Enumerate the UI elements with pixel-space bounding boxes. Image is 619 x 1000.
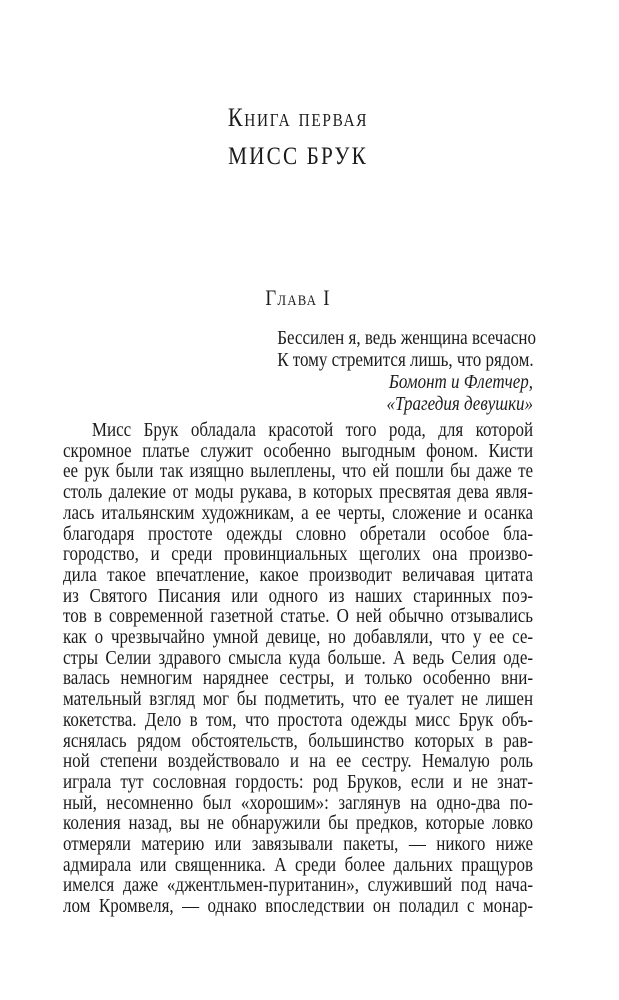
epigraph: [277, 327, 537, 415]
body-line: ной степени воздействовало и на ее сестру. Немалую роль: [63, 750, 534, 773]
body-line: имелся даже «джентльмен-пуританин», служивший под нача-: [63, 874, 534, 897]
body-line: мательный взгляд мог бы подметить, что ее туалет не лишен: [63, 688, 534, 711]
epigraph-attribution-line: «Трагедия девушки»: [386, 393, 534, 415]
body-line: тов в современной газетной статье. О ней обычно отзывались: [63, 605, 534, 628]
body-line: городство, и среди провинциальных щеголих она произво-: [63, 543, 534, 566]
body-line: благодаря простоте одежды словно обретали особое бла-: [63, 522, 534, 545]
body-line: кокетства. Дело в том, что простота одежды мисс Брук объ-: [63, 708, 534, 731]
body-line: валась немногим наряднее сестры, и только особенно вни-: [63, 667, 534, 690]
body-line: адмирала или священника. А среди более дальних пращуров: [63, 853, 534, 876]
body-line: столь далекие от моды рукава, в которых пресвятая дева явля-: [63, 481, 534, 504]
text-column: [63, 0, 537, 918]
body-line: дила такое впечатление, какое производит величавая цитата: [63, 563, 534, 586]
book-part-subtitle: МИСС БРУК: [228, 143, 368, 170]
body-line: лом Кромвеля, — однако впоследствии он поладил с монар-: [63, 895, 534, 918]
body-line: из Святого Писания или одного из наших старинных поэ-: [63, 584, 534, 607]
epigraph-attribution: [277, 371, 533, 415]
body-paragraph: [63, 420, 533, 917]
epigraph-verse-line: К тому стремится лишь, что рядом.: [277, 349, 534, 371]
body-line: отмеряли материю или завязывали пакеты, — никого ниже: [63, 833, 534, 856]
body-line: яснялась рядом обстоятельств, большинство которых в рав-: [63, 729, 534, 752]
body-line: играла тут сословная гордость: род Бруков, если и не знат-: [63, 770, 534, 793]
body-line: стры Селии здравого смысла куда больше. А ведь Селия оде-: [63, 646, 534, 669]
epigraph-verse: [277, 327, 537, 371]
body-line: ее рук были так изящно вылеплены, что ей пошли бы даже те: [63, 460, 534, 483]
body-line: Мисс Брук обладала красотой того рода, для которой: [91, 419, 534, 441]
body-line: лась итальянским художникам, а ее черты, сложение и осанка: [63, 501, 534, 524]
body-line: коления назад, вы не обнаружили бы предков, которые ловко: [63, 812, 534, 835]
chapter-heading: Глава I: [265, 285, 331, 310]
body-line: ный, несомненно был «хорошим»: заглянув на одно-два по-: [63, 791, 534, 814]
body-line: как о чрезвычайно умной девице, но добавляли, что у ее се-: [63, 626, 534, 649]
body-line: скромное платье служит особенно выгодным фоном. Кисти: [63, 439, 534, 462]
epigraph-verse-line: Бессилен я, ведь женщина всечасно: [277, 327, 537, 349]
epigraph-attribution-line: Бомонт и Флетчер,: [388, 371, 534, 393]
book-part-title: Книга первая: [227, 103, 369, 132]
